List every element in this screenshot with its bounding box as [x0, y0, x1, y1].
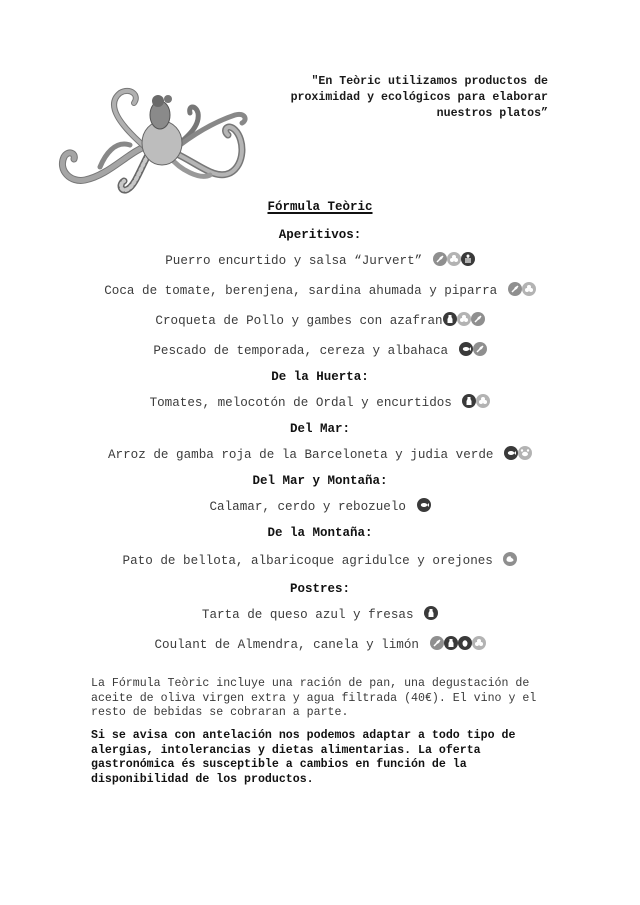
- header-quote: [270, 74, 548, 122]
- dish-item: [0, 492, 640, 522]
- gluten-icon: [433, 252, 447, 266]
- section-title-mar-montana: Del Mar y Montaña:: [252, 474, 388, 488]
- dish-name: Tomates, melocotón de Ordal y encurtidos: [149, 396, 452, 410]
- allergen-icons: [504, 446, 532, 460]
- note-line: La Fórmula Teòric incluye una ración de pan, una degustación de: [91, 677, 530, 690]
- allergen-icons: [503, 552, 517, 566]
- crustaceans-icon: [518, 446, 532, 460]
- nuts-icon: [476, 394, 490, 408]
- allergen-icons: [417, 498, 431, 512]
- gluten-icon: [508, 282, 522, 296]
- octopus-illustration: [50, 85, 260, 195]
- allergen-icons: [462, 394, 490, 408]
- dish-item: [0, 336, 640, 366]
- octopus-icon: [50, 85, 260, 195]
- dish-name: Pato de bellota, albaricoque agridulce y orejones: [122, 554, 493, 568]
- allergen-icons: [424, 606, 438, 620]
- dish-item: [0, 630, 640, 660]
- allergen-icons: [433, 252, 475, 266]
- formula-note: [91, 677, 561, 721]
- dish-name: Calamar, cerdo y rebozuelo: [209, 500, 406, 514]
- section-title-aperitivos: Aperitivos:: [278, 228, 362, 242]
- dish-item: [0, 246, 640, 276]
- note-line: resto de bebidas se cobraran a parte.: [91, 706, 349, 719]
- note-line: aceite de oliva virgen extra y agua filtrada (40€). El vino y el: [91, 691, 537, 705]
- celery-icon: [461, 252, 475, 266]
- dish-name: Croqueta de Pollo y gambes con azafran: [155, 314, 443, 328]
- sulphites-icon: [503, 552, 517, 566]
- dish-name: Coulant de Almendra, canela y limón: [154, 638, 419, 652]
- section-title-huerta: De la Huerta:: [271, 370, 369, 384]
- section-title-mar: Del Mar:: [289, 422, 350, 436]
- nuts-icon: [447, 252, 461, 266]
- warning-line: disponibilidad de los productos.: [91, 772, 314, 786]
- allergy-warning: [91, 729, 561, 787]
- fish-icon: [504, 446, 518, 460]
- dish-item: [0, 544, 640, 578]
- dish-item: [0, 440, 640, 470]
- dish-name: Coca de tomate, berenjena, sardina ahumada y piparra: [104, 284, 498, 298]
- milk-icon: [424, 606, 438, 620]
- quote-line: "En Teòric utilizamos productos de: [311, 75, 548, 88]
- warning-line: Si se avisa con antelación nos podemos adaptar a todo tipo de: [91, 729, 516, 742]
- quote-line: proximidad y ecológicos para elaborar: [290, 91, 548, 104]
- fish-icon: [417, 498, 431, 512]
- nuts-icon: [472, 636, 486, 650]
- eggs-icon: [458, 636, 472, 650]
- section-title-postres: Postres:: [289, 582, 350, 596]
- nuts-icon: [522, 282, 536, 296]
- milk-icon: [444, 636, 458, 650]
- milk-icon: [462, 394, 476, 408]
- warning-line: alergias, intolerancias y dietas alimentarias. La oferta: [91, 743, 481, 757]
- dish-item: [0, 388, 640, 418]
- section-title-montana: De la Montaña:: [267, 526, 373, 540]
- allergen-icons: [459, 342, 487, 356]
- dish-name: Tarta de queso azul y fresas: [201, 608, 414, 622]
- milk-icon: [443, 312, 457, 326]
- gluten-icon: [430, 636, 444, 650]
- dish-item: [0, 600, 640, 630]
- quote-line: nuestros platos”: [436, 107, 548, 120]
- dish-name: Arroz de gamba roja de la Barceloneta y judia verde: [108, 448, 494, 462]
- allergen-icons: [443, 312, 485, 326]
- menu-title: Fórmula Teòric: [267, 200, 373, 214]
- dish-name: Puerro encurtido y salsa “Jurvert”: [165, 254, 423, 268]
- nuts-icon: [457, 312, 471, 326]
- menu: [0, 196, 640, 660]
- allergen-icons: [430, 636, 486, 650]
- allergen-icons: [508, 282, 536, 296]
- gluten-icon: [471, 312, 485, 326]
- warning-line: gastronómica és susceptible a cambios en función de la: [91, 758, 467, 771]
- fish-icon: [459, 342, 473, 356]
- gluten-icon: [473, 342, 487, 356]
- dish-item: [0, 306, 640, 336]
- dish-item: [0, 276, 640, 306]
- dish-name: Pescado de temporada, cereza y albahaca: [153, 344, 449, 358]
